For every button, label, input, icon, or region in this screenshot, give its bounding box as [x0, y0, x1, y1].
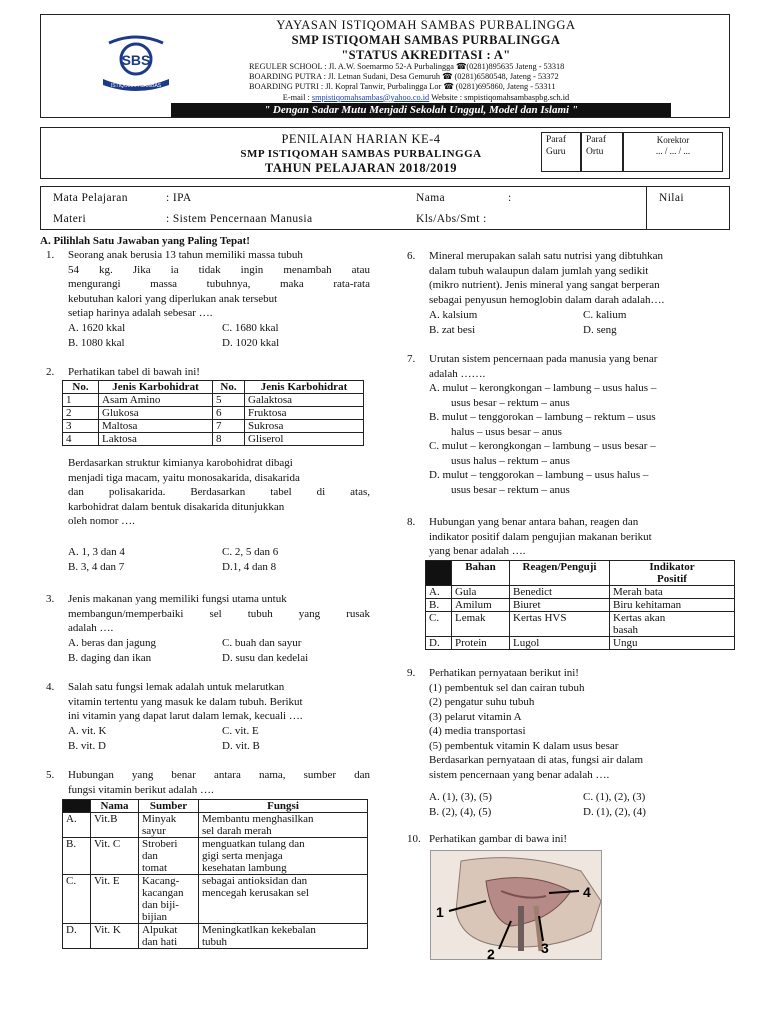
- logo-letters: SBS: [121, 52, 151, 68]
- th-indikator-line: Positif: [657, 573, 687, 585]
- figure-label-2: 2: [487, 946, 495, 960]
- cell: Galaktosa: [245, 394, 364, 407]
- q1-option-b[interactable]: B. 1080 kkal: [68, 337, 125, 349]
- table-row: [63, 838, 368, 875]
- food-test-table: [425, 560, 735, 650]
- cell-line: Membantu menghasilkan: [202, 813, 314, 825]
- paraf-guru-box: [541, 132, 581, 172]
- th-blank: [63, 800, 91, 813]
- cell-line: sel darah merah: [202, 825, 272, 837]
- q9-option-b[interactable]: B. (2), (4), (5): [429, 806, 492, 818]
- cell-line: sebagai antioksidan dan: [202, 875, 308, 887]
- nilai-divider: [646, 187, 647, 229]
- cell-line: Kacang-: [142, 875, 180, 887]
- q4-line: Salah satu fungsi lemak adalah untuk melarutkan: [68, 681, 285, 693]
- cell: Amilum: [452, 599, 510, 612]
- materi-label: Materi: [53, 213, 87, 225]
- cell-line: dan hati: [142, 936, 178, 948]
- school-motto: " Dengan Sadar Mutu Menjadi Sekolah Unggul, Model dan Islami ": [171, 103, 671, 117]
- cell-line: menguatkan tulang dan: [202, 838, 305, 850]
- address-boarding-putri: BOARDING PUTRI : Jl. Kopral Tanwir, Purbalingga Lor ☎ (0281)695860, Jateng - 53311: [249, 82, 556, 92]
- q4-line: vitamin tertentu yang masuk ke dalam tubuh. Berikut: [68, 695, 303, 708]
- cell: Lugol: [510, 637, 610, 650]
- q1-option-c[interactable]: C. 1680 kkal: [222, 322, 279, 334]
- th-sumber: Sumber: [139, 800, 199, 813]
- cell: [139, 838, 199, 875]
- cell-line: Meningkatlkan kekebalan: [202, 924, 316, 936]
- q2-line: Berdasarkan struktur kimianya karobohidrat dibagi: [68, 457, 293, 469]
- q2-option-c[interactable]: C. 2, 5 dan 6: [222, 546, 279, 558]
- table-row: [63, 924, 368, 949]
- cell-line: tubuh: [202, 936, 228, 948]
- table-row: [426, 612, 735, 637]
- cell: [199, 924, 368, 949]
- paraf-ortu-box: [581, 132, 623, 172]
- cell: B.: [63, 838, 91, 875]
- digestive-system-figure: [430, 850, 602, 960]
- email-link[interactable]: smpistiqomahsambas@yahoo.co.id: [311, 92, 430, 102]
- cell: Vit. K: [91, 924, 139, 949]
- nilai-label: Nilai: [659, 192, 684, 204]
- cell: 8: [213, 433, 245, 446]
- school-logo: [99, 35, 173, 95]
- cell-line: sayur: [142, 825, 166, 837]
- cell: Maltosa: [99, 420, 213, 433]
- q1-line: setiap harinya adalah sebesar ….: [68, 307, 213, 319]
- exam-title-box: [40, 127, 730, 179]
- address-reguler: REGULER SCHOOL : Jl. A.W. Soemarmo 52-A Purbalingga ☎(0281)895635 Jateng - 53318: [249, 62, 565, 72]
- cell: Protein: [452, 637, 510, 650]
- cell: Fruktosa: [245, 407, 364, 420]
- q6-line: dalam tubuh walaupun dalam jumlah yang sedikit: [429, 264, 649, 277]
- q7-line: adalah …….: [429, 367, 486, 380]
- q7-option-c-cont: usus halus – rektum – anus: [451, 454, 570, 467]
- q4-option-b[interactable]: B. vit. D: [68, 740, 106, 752]
- figure-label-3: 3: [541, 940, 549, 956]
- table-row: [426, 599, 735, 612]
- th-no: No.: [213, 381, 245, 394]
- carbohydrate-table: [62, 380, 364, 446]
- q7-option-a[interactable]: A. mulut – kerongkongan – lambung – usus halus –: [429, 382, 657, 394]
- th-jenis: Jenis Karbohidrat: [245, 381, 364, 394]
- q3-option-b[interactable]: B. daging dan ikan: [68, 652, 152, 664]
- q8-line: Hubungan yang benar antara bahan, reagen dan: [429, 516, 639, 528]
- cell-line: bijian: [142, 911, 168, 923]
- cell-line: basah: [613, 624, 639, 636]
- q9-statement: (2) pengatur suhu tubuh: [429, 696, 535, 708]
- korektor-date: ... / ... / ...: [655, 146, 691, 157]
- q3-line: membangun/memperbaiki sel tubuh yang rusak: [68, 607, 370, 620]
- section-a-heading: A. Pilihlah Satu Jawaban yang Paling Tepat!: [40, 235, 250, 247]
- q9-intro: Perhatikan pernyataan berikut ini!: [429, 667, 579, 679]
- cell: A.: [426, 586, 452, 599]
- cell: Glukosa: [99, 407, 213, 420]
- th-reagen: Reagen/Penguji: [510, 561, 610, 586]
- th-jenis: Jenis Karbohidrat: [99, 381, 213, 394]
- q1-line: mengurangi massa tubuhnya, maka rata-rata: [68, 278, 370, 290]
- paraf-guru-label-1: Paraf: [546, 135, 567, 145]
- q4-line: ini vitamin yang dapat larut dalam lemak, kecuali ….: [68, 710, 303, 722]
- table-row: [63, 813, 368, 838]
- q9-line: sistem pencernaan yang benar adalah ….: [429, 768, 610, 781]
- exam-year: TAHUN PELAJARAN 2018/2019: [264, 161, 458, 176]
- figure-label-4: 4: [583, 884, 591, 900]
- cell-line: tomat: [142, 862, 168, 874]
- cell: Sukrosa: [245, 420, 364, 433]
- q9-statement: (3) pelarut vitamin A: [429, 710, 522, 723]
- cell: Ungu: [610, 637, 735, 650]
- q6-line: Mineral merupakan salah satu nutrisi yang dibtuhkan: [429, 250, 663, 262]
- figure-label-1: 1: [436, 904, 444, 920]
- q10-intro: Perhatikan gambar di bawa ini!: [429, 833, 568, 845]
- q8-number: 8.: [407, 516, 416, 528]
- q9-statement: (5) pembentuk vitamin K dalam usus besar: [429, 739, 619, 752]
- cell: [199, 813, 368, 838]
- q1-line: Seorang anak berusia 13 tahun memiliki massa tubuh: [68, 249, 303, 261]
- cell: Gula: [452, 586, 510, 599]
- cell: D.: [63, 924, 91, 949]
- paraf-ortu-label-1: Paraf: [586, 135, 607, 145]
- th-nama: Nama: [91, 800, 139, 813]
- email-label: E-mail :: [282, 92, 310, 102]
- website: Website : smpistiqomahsambaspbg.sch.id: [431, 92, 570, 102]
- cell: [139, 813, 199, 838]
- cell: Benedict: [510, 586, 610, 599]
- table-row: [426, 586, 735, 599]
- q2-number: 2.: [46, 366, 55, 378]
- cell: C.: [63, 875, 91, 924]
- q3-option-a[interactable]: A. beras dan jagung: [68, 637, 156, 649]
- school-name: SMP ISTIQOMAH SAMBAS PURBALINGGA: [291, 32, 561, 47]
- q2-option-d[interactable]: D.1, 4 dan 8: [222, 561, 277, 573]
- q9-line: Berdasarkan pernyataan di atas, fungsi air dalam: [429, 754, 644, 766]
- accreditation: "STATUS AKREDITASI : A": [341, 47, 511, 62]
- q10-number: 10.: [407, 833, 421, 845]
- q2-option-a[interactable]: A. 1, 3 dan 4: [68, 546, 125, 558]
- contact-line: [211, 93, 641, 103]
- cell: [610, 612, 735, 637]
- cell-line: dan biji-: [142, 899, 179, 911]
- q6-option-a[interactable]: A. kalsium: [429, 309, 478, 321]
- school-letterhead: [40, 14, 730, 118]
- korektor-label: Korektor: [656, 135, 690, 145]
- cell-line: dan: [142, 850, 158, 862]
- cell: [199, 838, 368, 875]
- cell-line: mencegah kerusakan sel: [202, 887, 309, 899]
- q7-line: Urutan sistem pencernaan pada manusia yang benar: [429, 353, 658, 365]
- th-indikator: [610, 561, 735, 586]
- kls-label: Kls/Abs/Smt :: [416, 213, 487, 225]
- korektor-box: [623, 132, 723, 172]
- cell: 2: [63, 407, 99, 420]
- table-row: [63, 394, 364, 407]
- th-fungsi: Fungsi: [199, 800, 368, 813]
- q7-option-a-cont: usus besar – rektum – anus: [451, 396, 570, 409]
- address-boarding-putra: BOARDING PUTRA : Jl. Letnan Sudani, Desa Gemuruh ☎ (0281)6580548, Jateng - 53372: [249, 72, 559, 82]
- q8-line: indikator positif dalam pengujian makanan berikut: [429, 530, 652, 543]
- paraf-ortu-label-2: Ortu: [586, 146, 604, 157]
- th-no: No.: [63, 381, 99, 394]
- cell: 5: [213, 394, 245, 407]
- q6-line: (mikro nutrient). Jenis mineral yang sangat berperan: [429, 279, 660, 291]
- q2-option-b[interactable]: B. 3, 4 dan 7: [68, 561, 125, 573]
- q5-line: Hubungan yang benar antara nama, sumber dan: [68, 769, 370, 781]
- q3-number: 3.: [46, 593, 55, 605]
- cell-line: Minyak: [142, 813, 177, 825]
- q6-line: sebagai penyusun hemoglobin dalam darah adalah….: [429, 293, 665, 306]
- q1-option-a[interactable]: A. 1620 kkal: [68, 322, 126, 334]
- q4-option-c[interactable]: C. vit. E: [222, 725, 259, 737]
- cell-line: kesehatan lambung: [202, 862, 287, 874]
- cell: 7: [213, 420, 245, 433]
- q3-line: adalah ….: [68, 622, 114, 634]
- q2-line: dan polisakarida. Berdasarkan tabel di atas,: [68, 486, 370, 498]
- cell: Gliserol: [245, 433, 364, 446]
- q9-option-d[interactable]: D. (1), (2), (4): [583, 806, 646, 818]
- q9-statement: (4) media transportasi: [429, 725, 526, 737]
- cell: Laktosa: [99, 433, 213, 446]
- materi-value: : Sistem Pencernaan Manusia: [166, 213, 313, 225]
- q5-number: 5.: [46, 769, 55, 781]
- cell: Asam Amino: [99, 394, 213, 407]
- exam-title: PENILAIAN HARIAN KE-4: [281, 132, 441, 146]
- cell-line: Alpukat: [142, 924, 178, 936]
- q7-option-b[interactable]: B. mulut – tenggorokan – lambung – rektum – usus: [429, 411, 656, 423]
- cell: [139, 924, 199, 949]
- q9-number: 9.: [407, 667, 416, 679]
- cell-line: gigi serta menjaga: [202, 850, 283, 862]
- q2-body: [68, 456, 370, 529]
- th-blank: [426, 561, 452, 586]
- q3-option-d[interactable]: D. susu dan kedelai: [222, 652, 309, 664]
- exam-school: SMP ISTIQOMAH SAMBAS PURBALINGGA: [240, 147, 482, 160]
- table-row: [426, 637, 735, 650]
- table-row: [63, 407, 364, 420]
- mouth-anatomy-illustration: [431, 851, 602, 960]
- table-row: [63, 433, 364, 446]
- th-bahan: Bahan: [452, 561, 510, 586]
- cell: C.: [426, 612, 452, 637]
- cell: Merah bata: [610, 586, 735, 599]
- q2-line: karbohidrat dalam bentuk disakarida ditunjukkan: [68, 500, 285, 513]
- mapel-label: Mata Pelajaran: [53, 192, 128, 204]
- mapel-value: : IPA: [166, 192, 192, 204]
- cell: D.: [426, 637, 452, 650]
- foundation-name: YAYASAN ISTIQOMAH SAMBAS PURBALINGGA: [276, 18, 576, 32]
- cell: 6: [213, 407, 245, 420]
- cell: Lemak: [452, 612, 510, 637]
- q7-option-d-cont: usus besar – rektum – anus: [451, 483, 570, 496]
- vitamin-table: [62, 799, 368, 949]
- q6-number: 6.: [407, 250, 416, 262]
- q4-number: 4.: [46, 681, 55, 693]
- cell-line: kacangan: [142, 887, 184, 899]
- q3-option-c[interactable]: C. buah dan sayur: [222, 637, 302, 649]
- q7-option-c[interactable]: C. mulut – kerongkongan – lambung – usus besar –: [429, 440, 656, 452]
- cell: A.: [63, 813, 91, 838]
- q9-option-c[interactable]: C. (1), (2), (3): [583, 791, 646, 803]
- q1-line: kebutuhan kalori yang diperlukan anak tersebut: [68, 292, 278, 305]
- nama-label: Nama: [416, 192, 446, 204]
- q7-option-b-cont: halus – usus besar – anus: [451, 425, 562, 438]
- cell: Biru kehitaman: [610, 599, 735, 612]
- cell: Kertas HVS: [510, 612, 610, 637]
- q5-line: fungsi vitamin berikut adalah ….: [68, 783, 214, 796]
- q4-option-a[interactable]: A. vit. K: [68, 725, 107, 737]
- q8-line: yang benar adalah ….: [429, 545, 526, 557]
- cell: Vit.B: [91, 813, 139, 838]
- q7-number: 7.: [407, 353, 416, 365]
- q2-line: menjadi tiga macam, yaitu monosakarida, disakarida: [68, 471, 300, 484]
- q1-line: 54 kg. Jika ia tidak ingin menambah atau: [68, 263, 370, 276]
- q6-option-b[interactable]: B. zat besi: [429, 324, 476, 336]
- q3-line: Jenis makanan yang memiliki fungsi utama untuk: [68, 593, 287, 605]
- cell: Biuret: [510, 599, 610, 612]
- cell: [139, 875, 199, 924]
- q7-option-d[interactable]: D. mulut – tenggorokan – lambung – usus halus –: [429, 469, 649, 481]
- cell: 4: [63, 433, 99, 446]
- q4-option-d[interactable]: D. vit. B: [222, 740, 260, 752]
- cell: [199, 875, 368, 924]
- logo-text: ISTIQOMAH SAMBAS: [110, 83, 162, 89]
- table-row: [63, 875, 368, 924]
- q1-number: 1.: [46, 249, 55, 261]
- q2-intro: Perhatikan tabel di bawah ini!: [68, 366, 200, 378]
- cell: 3: [63, 420, 99, 433]
- cell: Vit. C: [91, 838, 139, 875]
- cell: 1: [63, 394, 99, 407]
- cell: Vit. E: [91, 875, 139, 924]
- q1-option-d[interactable]: D. 1020 kkal: [222, 337, 280, 349]
- nama-colon: :: [508, 192, 512, 204]
- q2-line: oleh nomor ….: [68, 515, 135, 527]
- student-info-box: [40, 186, 730, 230]
- cell: B.: [426, 599, 452, 612]
- q6-option-c[interactable]: C. kalium: [583, 309, 627, 321]
- q9-statement: (1) pembentuk sel dan cairan tubuh: [429, 681, 585, 694]
- table-row: [63, 420, 364, 433]
- cell-line: Stroberi: [142, 838, 178, 850]
- q9-option-a[interactable]: A. (1), (3), (5): [429, 791, 492, 803]
- q6-option-d[interactable]: D. seng: [583, 324, 617, 336]
- paraf-guru-label-2: Guru: [546, 146, 566, 157]
- th-indikator-line: Indikator: [649, 561, 695, 573]
- cell-line: Kertas akan: [613, 612, 666, 624]
